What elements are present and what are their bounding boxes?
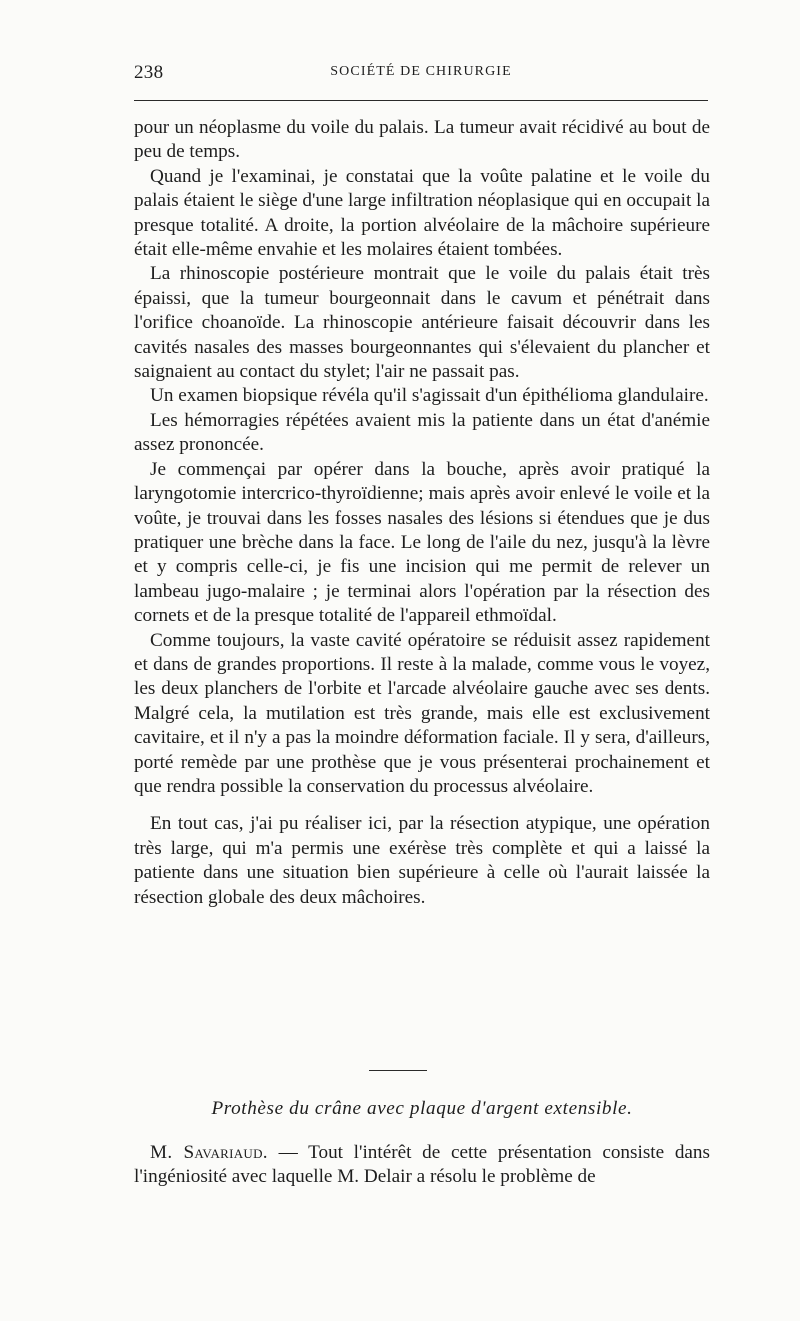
- article-body: [134, 116, 710, 910]
- paragraph-9: [134, 1141, 710, 1190]
- section-separator: [369, 1070, 427, 1071]
- page-number: 238: [134, 62, 164, 83]
- paragraph-4: Un examen biopsique révéla qu'il s'agissait d'un épithélioma glandulaire.: [150, 385, 709, 407]
- paragraph-2: Quand je l'examinai, je constatai que la voûte palatine et le voile du palais étaient le siège d'une large infiltration néoplasique qui en occupait la presque totalité. A droite, la portion alvéolaire de la mâchoire supérieure était elle-même envahie et les molaires étaient tombées.: [134, 165, 710, 261]
- paragraph-8: En tout cas, j'ai pu réaliser ici, par la résection atypique, une opération très large, qui m'a permis une exérèse très complète et qui a laissé la patiente dans une situation bien supérieure à celle où l'aurait laissée la résection globale des deux mâchoires.: [134, 813, 710, 908]
- paragraph-9-text: — Tout l'intérêt de cette présentation consiste dans l'ingéniosité avec laquelle M. Delair a résolu le problème de: [134, 1142, 710, 1188]
- speaker-name: M. Savariaud.: [150, 1142, 268, 1163]
- paragraph-3: La rhinoscopie postérieure montrait que le voile du palais était très épaissi, que la tumeur bourgeonnait dans le cavum et pénétrait dans l'orifice choanoïde. La rhinoscopie antérieure faisait découvrir dans les cavités nasales des masses bourgeonnantes qui s'élevaient du plancher et saignaient au contact du stylet; l'air ne passait pas.: [134, 263, 710, 383]
- journal-title: SOCIÉTÉ DE CHIRURGIE: [330, 64, 512, 79]
- paragraph-7: Comme toujours, la vaste cavité opératoire se réduisit assez rapidement et dans de grandes proportions. Il reste à la malade, comme vous le voyez, les deux planchers de l'orbite et l'arcade alvéolaire gauche avec ses dents. Malgré cela, la mutilation est très grande, mais elle est exclusivement cavitaire, et il n'y a pas la moindre déformation faciale. Il y sera, d'ailleurs, porté remède par une prothèse que je vous présenterai prochainement et que rendra possible la conservation du processus alvéolaire.: [134, 629, 710, 797]
- header-rule: [134, 100, 708, 101]
- next-article-body: [134, 1141, 710, 1190]
- paragraph-1: pour un néoplasme du voile du palais. La tumeur avait récidivé au bout de peu de temps.: [134, 117, 710, 163]
- paragraph-5: Les hémorragies répétées avaient mis la patiente dans un état d'anémie assez prononcée.: [134, 409, 710, 456]
- paragraph-6: Je commençai par opérer dans la bouche, après avoir pratiqué la laryngotomie intercrico-thyroïdienne; mais après avoir enlevé le voile et la voûte, je trouvai dans les fosses nasales des lésions si étendues que je dus pratiquer une brèche dans la face. Le long de l'aile du nez, jusqu'à la lèvre et y compris celle-ci, je fis une incision qui me permit de relever un lambeau jugo-malaire ; je terminai alors l'opération par la résection des cornets et de la presque totalité de l'appareil ethmoïdal.: [134, 458, 710, 627]
- section-title: Prothèse du crâne avec plaque d'argent extensible.: [211, 1098, 633, 1119]
- running-head: [134, 62, 708, 84]
